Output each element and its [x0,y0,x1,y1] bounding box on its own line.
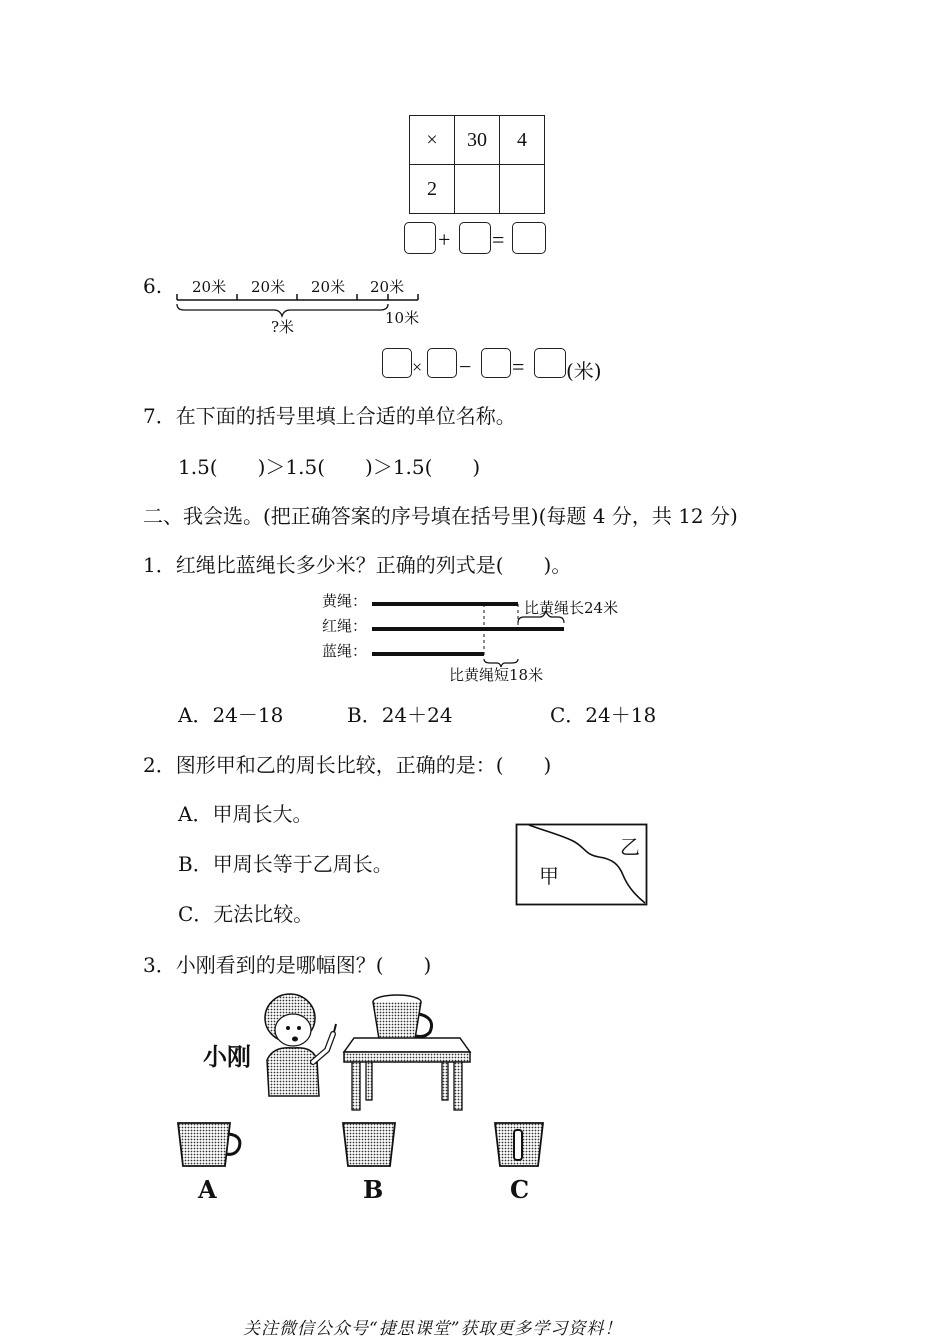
cup-view-a[interactable] [175,1120,245,1170]
unit-label: (米) [566,359,602,383]
choice-2-option-c[interactable]: C．无法比较。 [178,902,314,926]
multiplication-table [409,115,545,214]
answer-box-q6-2[interactable] [427,348,457,378]
question-number-6: 6. [143,274,163,298]
question-7-blanks: 1.5( )＞1.5( )＞1.5( ) [178,455,481,479]
choice-2-option-b[interactable]: B．甲周长等于乙周长。 [178,852,393,876]
table-row-2: 2 [410,165,455,214]
shape-label-jia: 甲 [539,864,559,888]
view-option-a[interactable]: A [198,1175,217,1204]
blue-rope-label: 蓝绳： [322,642,368,660]
choice-2-option-a[interactable]: A．甲周长大。 [178,802,313,826]
extra-label: 10米 [385,309,420,327]
shape-label-yi: 乙 [620,835,640,859]
choice-1-option-a[interactable]: A．24－18 [178,703,284,727]
choice-question-2: 2．图形甲和乙的周长比较，正确的是：( ) [143,753,552,777]
equals-sign: = [492,227,505,252]
table-header-4: 4 [500,116,545,165]
segment-label-4: 20米 [370,278,405,296]
choice-question-1: 1．红绳比蓝绳长多少米？正确的列式是( )。 [143,553,572,577]
answer-box-q5-2[interactable] [459,222,491,254]
name-label-xiaogang: 小刚 [203,1042,251,1071]
table-answer-cell-1[interactable] [455,165,500,214]
table-answer-cell-2[interactable] [500,165,545,214]
plus-sign: + [438,227,451,252]
table-op-cell: × [410,116,455,165]
total-label: ?米 [271,318,295,336]
minus-sign: − [459,354,472,379]
section-2-heading: 二、我会选。(把正确答案的序号填在括号里)(每题 4 分，共 12 分) [143,504,738,528]
times-sign: × [412,357,423,377]
segment-label-3: 20米 [311,278,346,296]
equals-sign-q6: = [512,354,525,379]
boy-illustration [255,990,350,1100]
segment-label-1: 20米 [192,278,227,296]
answer-box-q6-1[interactable] [382,348,412,378]
choice-1-option-c[interactable]: C．24＋18 [550,703,657,727]
answer-box-q5-3[interactable] [512,222,546,254]
shorter-label: 比黄绳短18米 [449,666,544,684]
table-with-cup-illustration [340,990,475,1112]
choice-1-option-b[interactable]: B．24＋24 [347,703,453,727]
answer-box-q5-1[interactable] [404,222,436,254]
answer-box-q6-3[interactable] [481,348,511,378]
longer-label: 比黄绳长24米 [524,599,619,617]
footer-note: 关注微信公众号“捷思课堂”获取更多学习资料！ [243,1319,623,1339]
red-rope-label: 红绳： [322,617,368,635]
answer-box-q6-4[interactable] [534,348,566,378]
yellow-rope-label: 黄绳： [322,592,368,610]
view-option-c[interactable]: C [510,1175,530,1204]
view-option-b[interactable]: B [363,1175,384,1204]
cup-view-c[interactable] [492,1120,548,1170]
table-header-30: 30 [455,116,500,165]
choice-question-3: 3．小刚看到的是哪幅图？( ) [143,953,432,977]
segment-label-2: 20米 [251,278,286,296]
cup-view-b[interactable] [340,1120,400,1170]
question-7: 7．在下面的括号里填上合适的单位名称。 [143,404,516,428]
